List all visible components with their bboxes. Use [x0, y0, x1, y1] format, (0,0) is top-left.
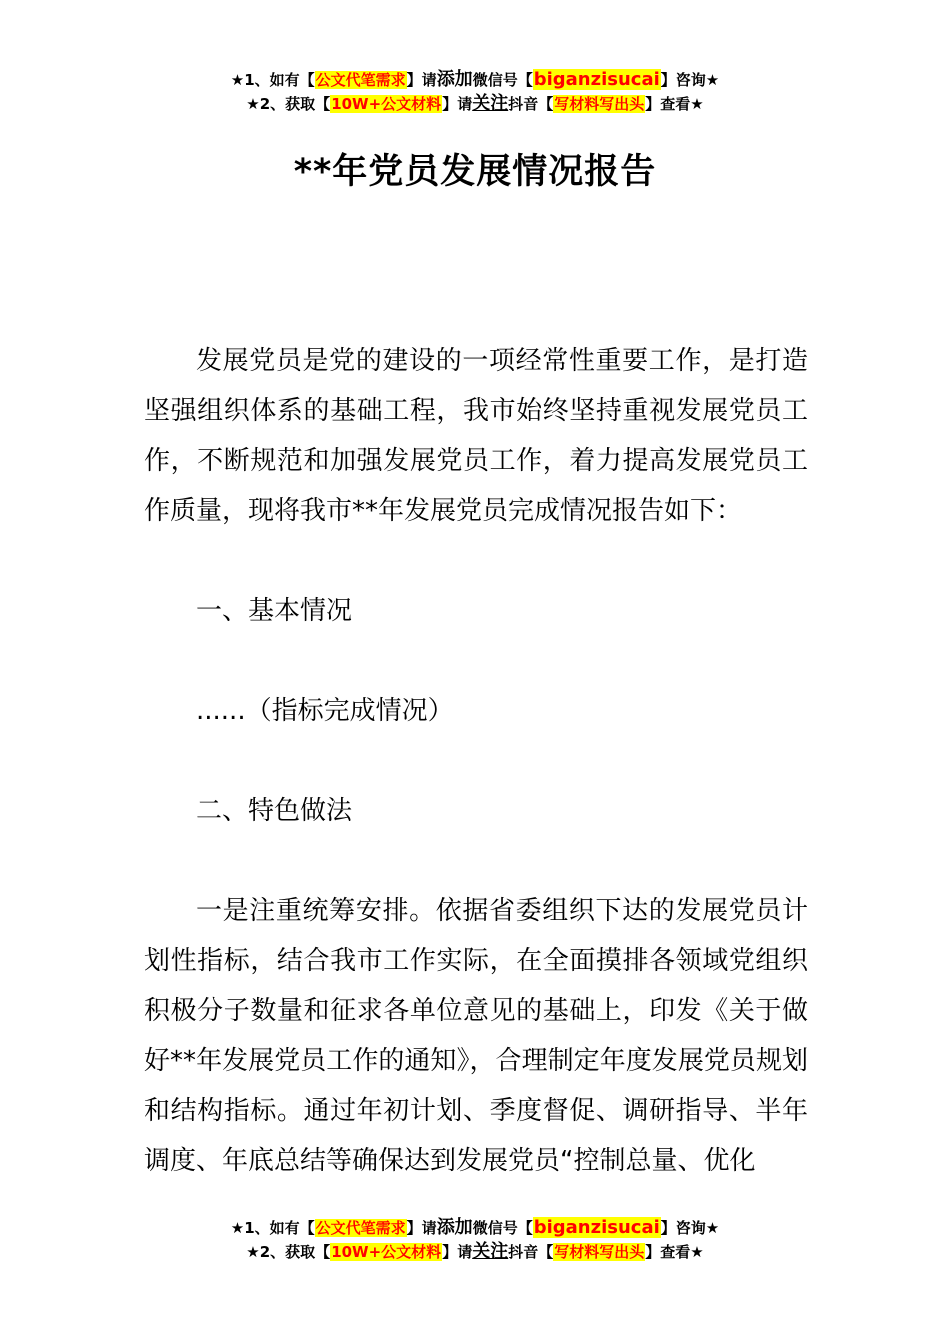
banner-highlight-materials: 10W+公文材料 [331, 1243, 442, 1261]
banner-text: 】请 [442, 1243, 473, 1261]
banner-emphasis: 关注 [472, 93, 509, 114]
section-heading-basic: 一、基本情况 [196, 596, 353, 626]
intro-paragraph: 发展党员是党的建设的一项经常性重要工作，是打造坚强组织体系的基础工程，我市始终坚持重视发展党员工作，不断规范和加强发展党员工作，着力提高发展党员工作质量，现将我市**年发展党员完成情况报告如下： [144, 346, 808, 526]
banner-line-2 [0, 92, 950, 116]
banner-highlight-wechat: biganzisucai [533, 69, 660, 90]
indicator-placeholder-line: ......（指标完成情况） [196, 696, 454, 726]
banner-emphasis: 关注 [472, 1241, 509, 1262]
banner-highlight-service: 公文代笔需求 [315, 1219, 406, 1237]
banner-emphasis: 添加 [436, 69, 473, 90]
footer-banner [0, 1216, 950, 1264]
header-banner [0, 68, 950, 116]
banner-text: 】请 [406, 1219, 437, 1237]
banner-highlight-service: 公文代笔需求 [315, 71, 406, 89]
banner-line-2 [0, 1240, 950, 1264]
banner-highlight-materials: 10W+公文材料 [331, 95, 442, 113]
banner-text: 】查看★ [645, 1243, 704, 1261]
banner-text: 】查看★ [645, 95, 704, 113]
banner-text: 微信号【 [472, 71, 533, 89]
banner-highlight-wechat: biganzisucai [533, 1217, 660, 1238]
banner-line-1 [0, 1216, 950, 1240]
banner-text: 】咨询★ [660, 71, 720, 89]
section-heading-practices: 二、特色做法 [196, 796, 353, 826]
banner-line-1 [0, 68, 950, 92]
document-title: **年党员发展情况报告 [293, 152, 657, 192]
banner-text: 】请 [442, 95, 473, 113]
banner-text: ★2、获取【 [246, 95, 331, 113]
practice-paragraph-1: 一是注重统筹安排。依据省委组织下达的发展党员计划性指标，结合我市工作实际，在全面摸排各领域党组织积极分子数量和征求各单位意见的基础上，印发《关于做好**年发展党员工作的通知》，合理制定年度发展党员规划和结构指标。通过年初计划、季度督促、调研指导、半年调度、年底总结等确保达到发展党员“控制总量、优化 [144, 896, 808, 1176]
banner-text: ★2、获取【 [246, 1243, 331, 1261]
banner-text: ★1、如有【 [230, 1219, 315, 1237]
banner-highlight-douyin: 写材料写出头 [554, 95, 645, 113]
banner-text: 】请 [406, 71, 437, 89]
banner-text: ★1、如有【 [230, 71, 315, 89]
banner-text: 微信号【 [472, 1219, 533, 1237]
banner-text: 抖音【 [508, 95, 554, 113]
banner-emphasis: 添加 [436, 1217, 473, 1238]
banner-highlight-douyin: 写材料写出头 [554, 1243, 645, 1261]
banner-text: 抖音【 [508, 1243, 554, 1261]
banner-text: 】咨询★ [660, 1219, 720, 1237]
